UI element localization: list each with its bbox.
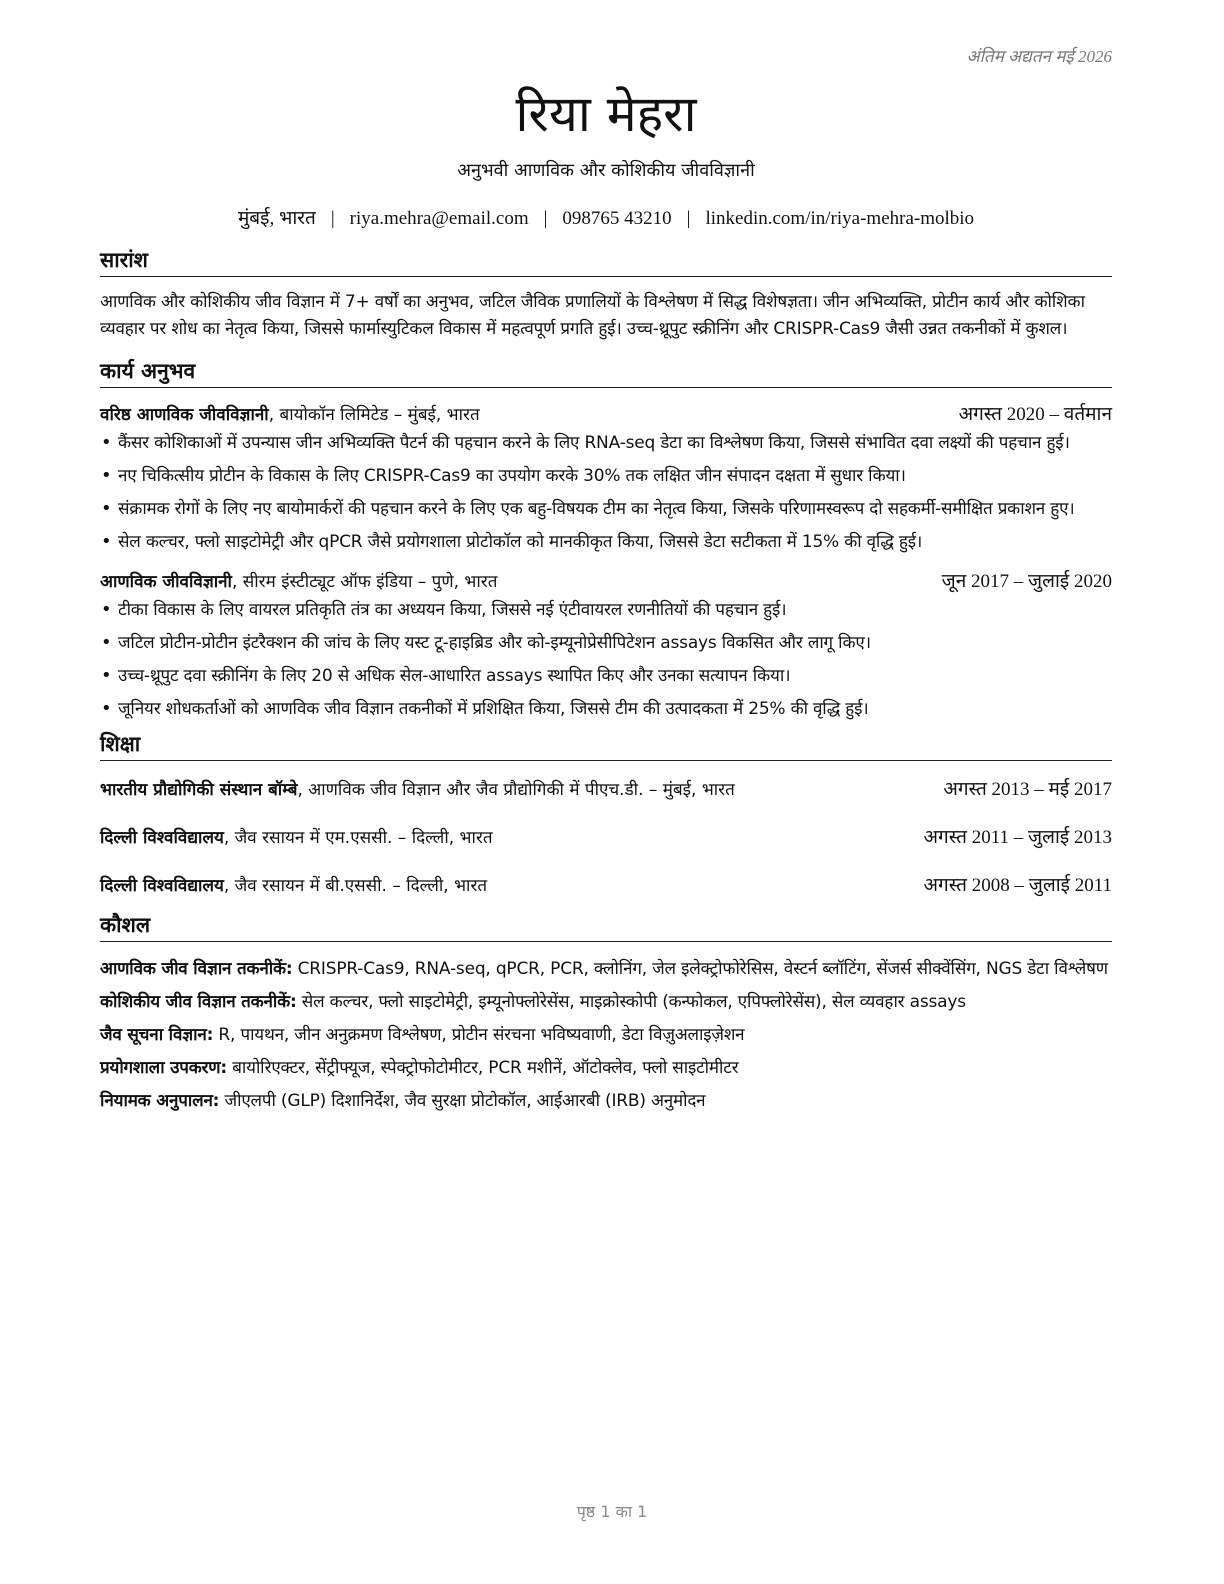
education-dates: अगस्त 2008 – जुलाई 2011	[923, 875, 1112, 896]
job-dates: जून 2017 – जुलाई 2020	[941, 571, 1112, 592]
job-organization: , बायोकॉन लिमिटेड – मुंबई, भारत	[268, 405, 480, 425]
job-title: वरिष्ठ आणविक जीवविज्ञानी	[100, 405, 269, 425]
contact-separator: |	[686, 208, 691, 229]
job-title-line	[100, 402, 480, 428]
skill-value: जीएलपी (GLP) दिशानिर्देश, जैव सुरक्षा प्रोटोकॉल, आईआरबी (IRB) अनुमोदन	[219, 1091, 706, 1111]
job-bullet: • कैंसर कोशिकाओं में उपन्यास जीन अभिव्यक्ति पैटर्न की पहचान करने के लिए RNA-seq डेटा का विश्लेषण किया, जिससे संभावित दवा लक्ष्यों की पहचान हुई।	[118, 430, 1112, 456]
skills-heading: कौशल	[100, 911, 1112, 942]
skill-entry	[100, 1055, 1112, 1081]
job-bullets	[100, 597, 1112, 722]
last-updated: अंतिम अद्यतन मई 2026	[966, 47, 1112, 66]
education-school: भारतीय प्रौद्योगिकी संस्थान बॉम्बे	[100, 780, 298, 800]
skills-list	[100, 956, 1112, 1114]
education-detail: , जैव रसायन में बी.एससी. – दिल्ली, भारत	[223, 876, 488, 896]
education-school: दिल्ली विश्वविद्यालय	[100, 876, 224, 896]
contact-linkedin[interactable]: linkedin.com/in/riya-mehra-molbio	[705, 208, 975, 229]
page-footer: पृष्ठ 1 का 1	[576, 1502, 648, 1521]
candidate-subtitle: अनुभवी आणविक और कोशिकीय जीवविज्ञानी	[457, 160, 755, 181]
education-entry	[100, 825, 1112, 851]
skill-entry	[100, 1022, 1112, 1048]
contact-separator: |	[330, 208, 335, 229]
job-bullets	[100, 430, 1112, 555]
job-header	[100, 569, 1112, 595]
contact-email[interactable]: riya.mehra@email.com	[349, 208, 529, 229]
job-organization: , सीरम इंस्टीट्यूट ऑफ इंडिया – पुणे, भारत	[231, 572, 498, 592]
skill-value: CRISPR-Cas9, RNA-seq, qPCR, PCR, क्लोनिंग, जेल इलेक्ट्रोफोरेसिस, वेस्टर्न ब्लॉटिंग, सेंजर्स सीक्वेंसिंग, NGS डेटा विश्लेषण	[292, 959, 1108, 979]
education-line	[100, 825, 493, 851]
job-bullet: • जूनियर शोधकर्ताओं को आणविक जीव विज्ञान तकनीकों में प्रशिक्षित किया, जिससे टीम की उत्पादकता में 25% की वृद्धि हुई।	[118, 696, 1112, 722]
job-entry	[100, 569, 1112, 722]
experience-heading: कार्य अनुभव	[100, 357, 1112, 388]
candidate-name: रिया मेहरा	[515, 85, 697, 143]
skill-value: R, पायथन, जीन अनुक्रमण विश्लेषण, प्रोटीन संरचना भविष्यवाणी, डेटा विज़ुअलाइज़ेशन	[213, 1025, 745, 1045]
job-bullet: • उच्च-थ्रूपुट दवा स्क्रीनिंग के लिए 20 से अधिक सेल-आधारित assays स्थापित किए और उनका सत्यापन किया।	[118, 663, 1112, 689]
education-entry	[100, 873, 1112, 899]
skill-value: सेल कल्चर, फ्लो साइटोमेट्री, इम्यूनोफ्लोरेसेंस, माइक्रोस्कोपी (कन्फोकल, एपिफ्लोरेसेंस), सेल व्यवहार assays	[296, 992, 966, 1012]
experience-list	[100, 402, 1112, 722]
job-dates: अगस्त 2020 – वर्तमान	[958, 404, 1112, 425]
job-title: आणविक जीवविज्ञानी	[100, 572, 232, 592]
job-entry	[100, 402, 1112, 555]
summary-heading: सारांश	[100, 246, 1112, 277]
education-school: दिल्ली विश्वविद्यालय	[100, 828, 224, 848]
skill-entry	[100, 956, 1112, 982]
education-dates: अगस्त 2013 – मई 2017	[943, 779, 1112, 800]
skill-entry	[100, 1088, 1112, 1114]
skill-label: जैव सूचना विज्ञान:	[100, 1025, 214, 1045]
job-bullet: • संक्रामक रोगों के लिए नए बायोमार्करों की पहचान करने के लिए एक बहु-विषयक टीम का नेतृत्व किया, जिसके परिणामस्वरूप दो सहकर्मी-समीक्षित प्रकाशन हुए।	[118, 496, 1112, 522]
contact-line	[100, 206, 1112, 232]
job-bullet: • टीका विकास के लिए वायरल प्रतिकृति तंत्र का अध्ययन किया, जिससे नई एंटीवायरल रणनीतियों की पहचान हुई।	[118, 597, 1112, 623]
job-bullet: • जटिल प्रोटीन-प्रोटीन इंटरैक्शन की जांच के लिए यस्ट टू-हाइब्रिड और को-इम्यूनोप्रेसीपिटेशन assays विकसित और लागू किए।	[118, 630, 1112, 656]
skill-label: प्रयोगशाला उपकरण:	[100, 1058, 227, 1078]
contact-separator: |	[543, 208, 548, 229]
skill-entry	[100, 989, 1112, 1015]
education-detail: , आणविक जीव विज्ञान और जैव प्रौद्योगिकी में पीएच.डी. – मुंबई, भारत	[297, 780, 735, 800]
education-list	[100, 777, 1112, 899]
education-dates: अगस्त 2011 – जुलाई 2013	[923, 827, 1112, 848]
job-title-line	[100, 569, 497, 595]
summary-text: आणविक और कोशिकीय जीव विज्ञान में 7+ वर्षों का अनुभव, जटिल जैविक प्रणालियों के विश्लेषण में सिद्ध विशेषज्ञता। जीन अभिव्यक्ति, प्रोटीन कार्य और कोशिका व्यवहार पर शोध का नेतृत्व किया, जिससे फार्मास्युटिकल विकास में महत्वपूर्ण प्रगति हुई। उच्च-थ्रूपुट स्क्रीनिंग और CRISPR-Cas9 जैसी उन्नत तकनीकों में कुशल।	[100, 292, 1085, 339]
job-header	[100, 402, 1112, 428]
education-line	[100, 777, 735, 803]
skill-label: कोशिकीय जीव विज्ञान तकनीकें:	[100, 992, 297, 1012]
education-detail: , जैव रसायन में एम.एससी. – दिल्ली, भारत	[223, 828, 493, 848]
skill-label: नियामक अनुपालन:	[100, 1091, 220, 1111]
contact-phone: 098765 43210	[562, 208, 672, 229]
skill-label: आणविक जीव विज्ञान तकनीकें:	[100, 959, 293, 979]
job-bullet: • नए चिकित्सीय प्रोटीन के विकास के लिए CRISPR-Cas9 का उपयोग करके 30% तक लक्षित जीन संपादन दक्षता में सुधार किया।	[118, 463, 1112, 489]
education-entry	[100, 777, 1112, 803]
job-bullet: • सेल कल्चर, फ्लो साइटोमेट्री और qPCR जैसे प्रयोगशाला प्रोटोकॉल को मानकीकृत किया, जिससे डेटा सटीकता में 15% की वृद्धि हुई।	[118, 529, 1112, 555]
education-line	[100, 873, 487, 899]
education-heading: शिक्षा	[100, 730, 1112, 761]
contact-location: मुंबई, भारत	[237, 208, 316, 229]
skill-value: बायोरिएक्टर, सेंट्रीफ्यूज, स्पेक्ट्रोफोटोमीटर, PCR मशीनें, ऑटोक्लेव, फ्लो साइटोमीटर	[227, 1058, 739, 1078]
